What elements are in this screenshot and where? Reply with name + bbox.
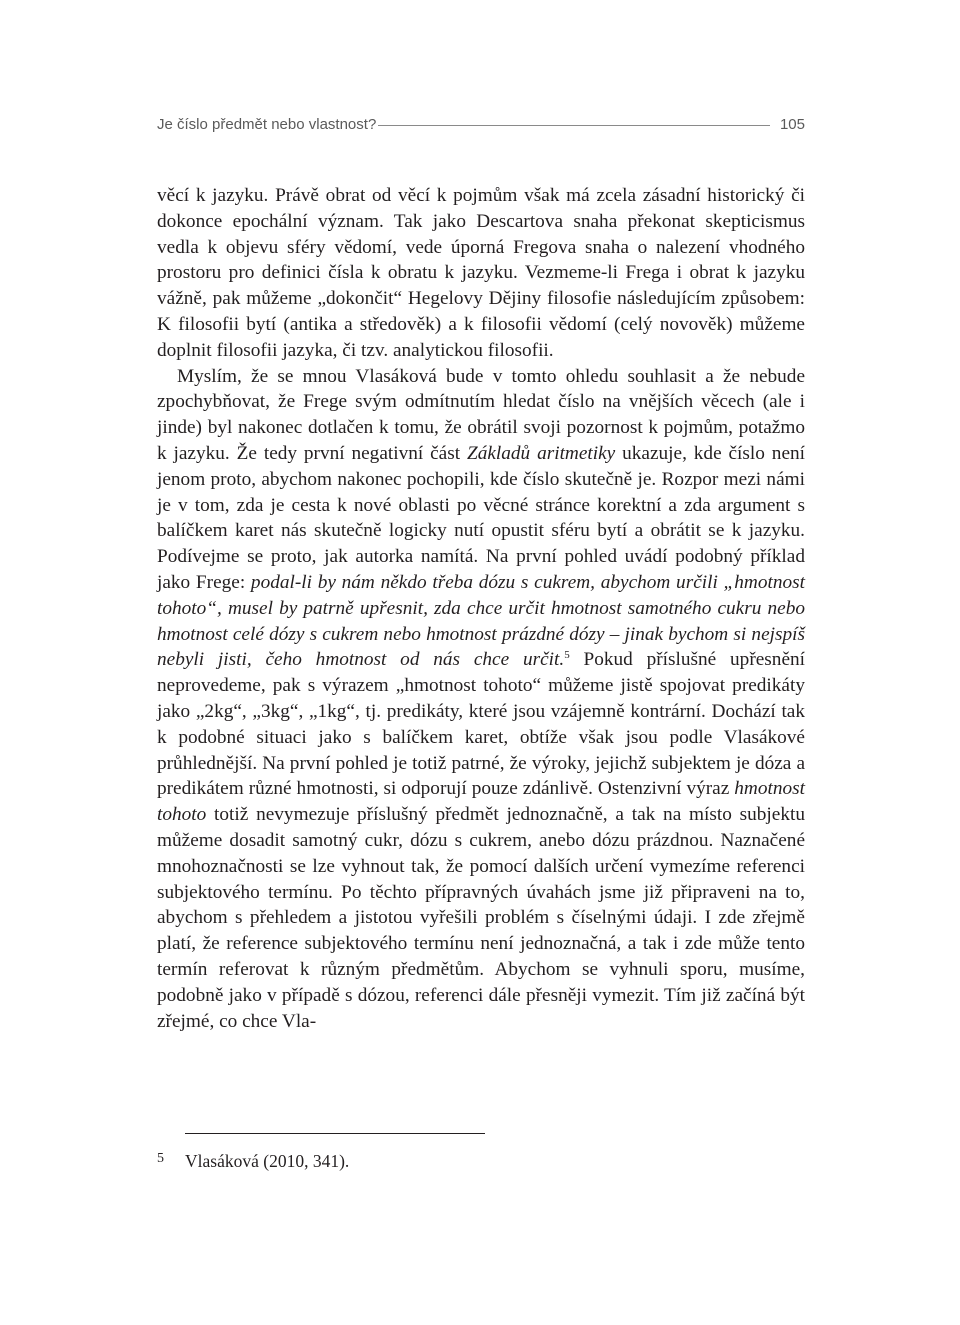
main-text	[157, 183, 805, 1034]
page-number: 105	[779, 116, 805, 133]
paragraph-1: věcí k jazyku. Právě obrat od věcí k pojmům však má zcela zásadní historický či dokonce epochální význam. Tak jako Descartova snaha překonat skepticismus vedla k objevu sféry vědomí, vede úporná Fregova snaha o nalezení vhodného prostoru pro definici čísla k obratu k jazyku. Vezmeme-li Frega i obrat k jazyku vážně, pak můžeme „dokončit“ Hegelovy Dějiny filosofie následujícím způsobem: K filosofii bytí (antika a středověk) a k filosofii vědomí (celý novověk) můžeme doplnit filosofii jazyka, či tzv. analytickou filosofii.	[157, 185, 805, 361]
paragraph-2-part-c: Pokud příslušné upřesnění neprovedeme, pak s výrazem „hmotnost tohoto“ můžeme jistě spojovat predikáty jako „2kg“, „3kg“, „1kg“, tj. predikáty, které jsou vzájemně kontrární. Dochází tak k podobné situaci jako s balíčkem karet, obtíže však jsou podle Vlasákové průhlednější. Na první pohled je totiž patrné, že výroky, jejichž subjektem je dóza a predikátem různé hmotnosti, si odporují pouze zdánlivě. Ostenzivní výraz	[157, 649, 805, 800]
paragraph-2-part-b: ukazuje, kde číslo není jenom proto, abychom nakonec pochopili, kde číslo skutečně je. Rozpor mezi námi je v tom, zda je cesta k nové oblasti po věcné stránce korektní a zda argument s balíčkem karet nás skutečně logicky nutí opustit sféru bytí a obrátit se k jazyku. Podívejme se proto, jak autorka namítá. Na první pohled uvádí podobný příklad jako Frege:	[157, 442, 805, 593]
footnote-text: Vlasáková (2010, 341).	[185, 1151, 350, 1171]
quotation: podal-li by nám někdo třeba dózu s cukrem, abychom určili „hmotnost tohoto“, musel by patrně upřesnit, zda chce určit hmotnost samotného cukru nebo hmotnost celé dózy s cukrem nebo hmotnost prázdné dózy – jinak bychom si nejspíš nebyli jisti, čeho hmotnost od nás chce určit.	[157, 571, 805, 671]
running-header	[157, 116, 805, 133]
running-title: Je číslo předmět nebo vlastnost?	[157, 116, 377, 133]
footnote-number: 5	[157, 1151, 164, 1166]
footnote-separator	[185, 1133, 485, 1134]
book-title: Základů aritmetiky	[466, 442, 616, 464]
footnote	[157, 1148, 805, 1172]
header-rule	[378, 125, 770, 126]
paragraph-2-part-a: Myslím, že se mnou Vlasáková bude v tomto ohledu souhlasit a že nebude zpochybňovat, že Frege svým odmítnutím hledat číslo na vnějších věcech (ale i jinde) byl nakonec dotlačen k tomu, že obrátil svoji pozornost k pojmům, potažmo k jazyku. Že tedy první negativní část	[157, 365, 805, 464]
italic-term: hmotnost tohoto	[157, 778, 805, 826]
paragraph-2	[157, 364, 805, 1035]
paragraph-2-part-d: totiž nevymezuje příslušný předmět jednoznačně, a tak na místo subjektu můžeme dosadit samotný cukr, dózu s cukrem, anebo dózu prázdnou. Naznačené mnohoznačnosti se lze vyhnout tak, že pomocí dalších určení vymezíme referenci subjektového termínu. Po těchto přípravných úvahách jsme již připraveni na to, abychom s přehledem a jistotou vyřešili problém s číselnými údaji. I zde zřejmě platí, že reference subjektového termínu není jednoznačná, a tak i zde může tento termín referovat k různým předmětům. Abychom se vyhnuli sporu, musíme, podobně jako v případě s dózou, referenci dále přesněji vymezit. Tím již začíná být zřejmé, co chce Vla-	[157, 804, 805, 1032]
footnote-reference[interactable]: 5	[564, 649, 570, 662]
